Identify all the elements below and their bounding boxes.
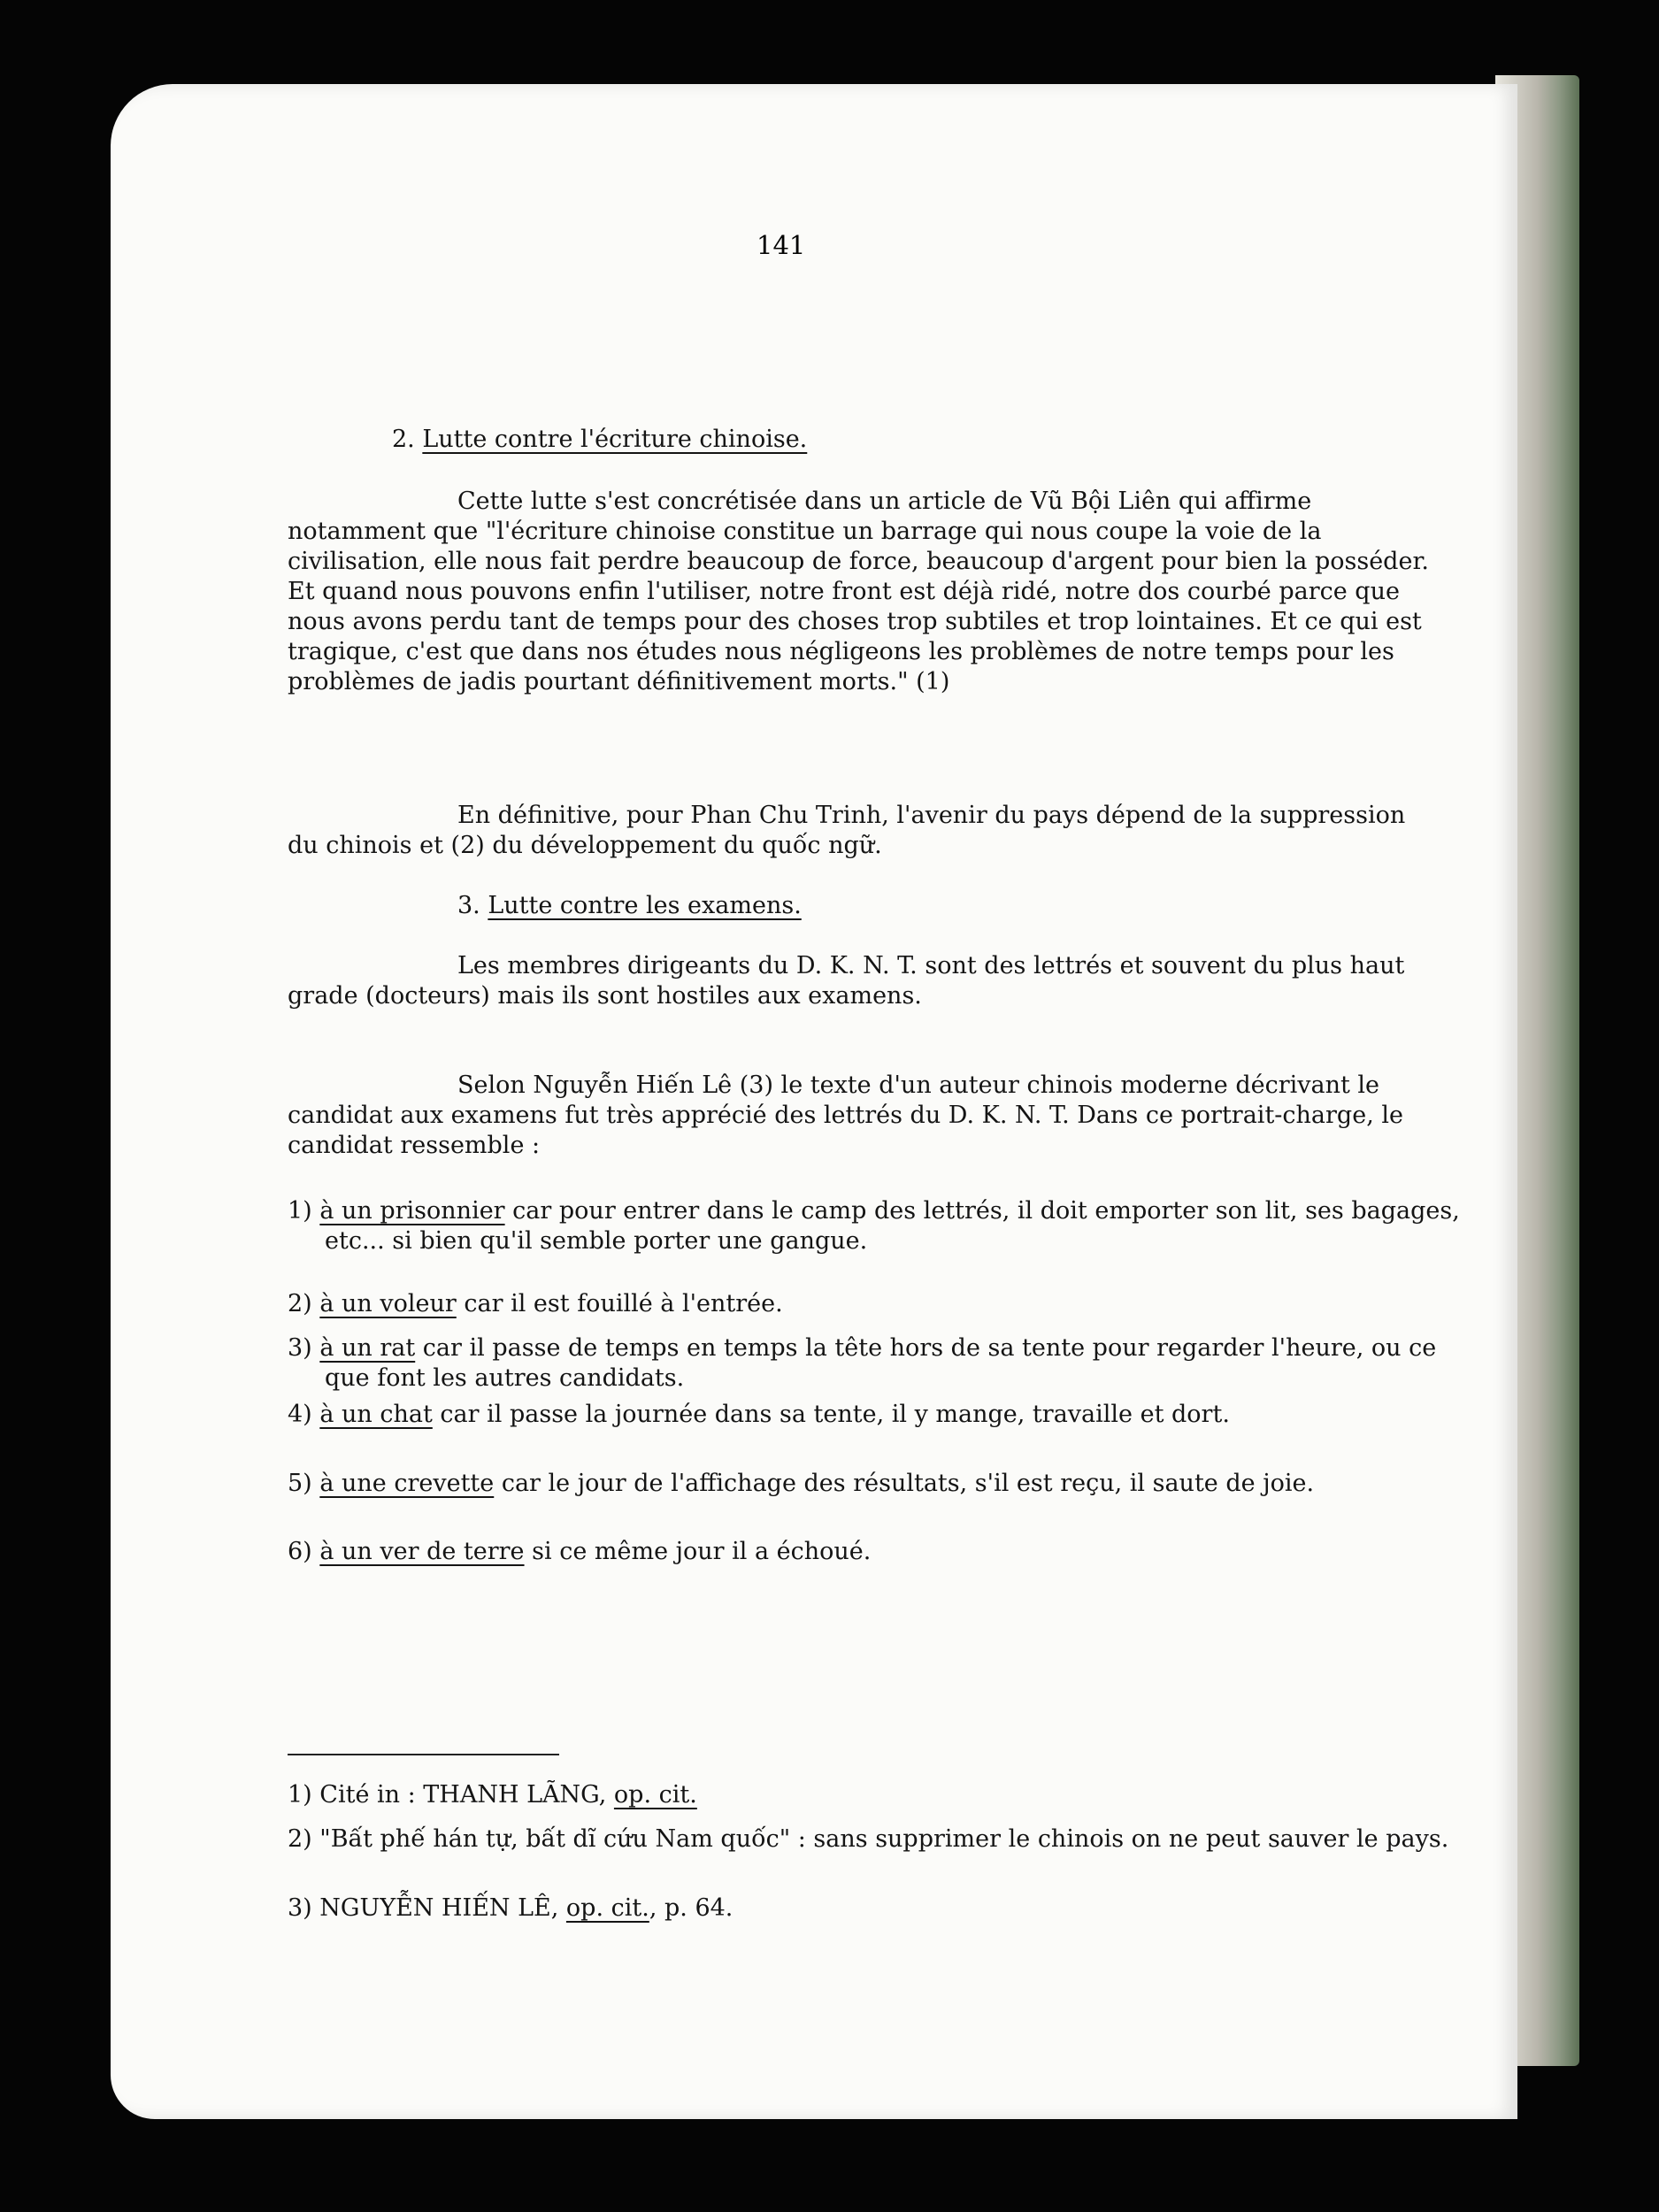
list-item	[288, 1333, 1466, 1394]
footnote-reference: op. cit.	[565, 1894, 649, 1922]
list-item-number: 5)	[288, 1470, 312, 1497]
section-3-heading	[457, 891, 1429, 921]
footnote-number: 2)	[288, 1825, 320, 1853]
section-2-title: Lutte contre l'écriture chinoise.	[422, 426, 808, 453]
list-item	[288, 1400, 1466, 1430]
list-item-text: car il passe de temps en temps la tête hors de sa tente pour regarder l'heure, ou ce que font les autres candidats.	[325, 1334, 1437, 1392]
footnote-text-end: , p. 64.	[649, 1894, 733, 1922]
list-item-text: car pour entrer dans le camp des lettrés, il doit emporter son lit, ses bagages, etc... si bien qu'il semble porter une gangue.	[325, 1197, 1460, 1255]
list-item-text: car il passe la journée dans sa tente, il y mange, travaille et dort.	[432, 1401, 1230, 1428]
book-page	[111, 84, 1517, 2119]
footnote-number: 3)	[288, 1894, 320, 1922]
footnote-1	[288, 1780, 1466, 1810]
footnote-number: 1)	[288, 1781, 320, 1809]
list-item-term: à un ver de terre	[319, 1538, 525, 1565]
footnote-divider	[288, 1754, 559, 1755]
list-item-number: 2)	[288, 1290, 312, 1317]
footnote-reference: op. cit.	[613, 1781, 697, 1809]
section-3-paragraph: Les membres dirigeants du D. K. N. T. sont des lettrés et souvent du plus haut grade (docteurs) mais ils sont hostiles aux examens.	[288, 952, 1405, 1010]
list-item-term: à un rat	[319, 1334, 416, 1362]
section-3-number: 3.	[457, 892, 488, 919]
section-2-paragraph: Cette lutte s'est concrétisée dans un article de Vũ Bội Liên qui affirme notamment que "l'écriture chinoise constitue un barrage qui nous coupe la voie de la civilisation, elle nous fait perdre beaucoup de force, beaucoup d'argent pour bien la posséder. Et quand nous pouvons enfin l'utiliser, notre front est déjà ridé, notre dos courbé parce que nous avons perdu tant de temps pour des choses trop subtiles et trop lointaines. Et ce qui est tragique, c'est que dans nos études nous négligeons les problèmes de notre temps pour les problèmes de jadis pourtant définitivement morts." (1)	[288, 488, 1429, 695]
list-item	[288, 1469, 1466, 1499]
footnote-3	[288, 1893, 1466, 1924]
list-item-number: 4)	[288, 1401, 312, 1428]
list-item-term: à un voleur	[319, 1290, 457, 1317]
section-2-conclusion: En définitive, pour Phan Chu Trinh, l'avenir du pays dépend de la suppression du chinois et (2) du développement du quốc ngữ.	[288, 802, 1406, 859]
list-item-term: à une crevette	[319, 1470, 495, 1497]
list-item	[288, 1289, 1466, 1319]
list-item-term: à un chat	[319, 1401, 433, 1428]
footnote-text: Cité in : THANH LÃNG,	[319, 1781, 614, 1809]
list-item	[288, 1537, 1466, 1567]
list-item-number: 1)	[288, 1197, 312, 1225]
footnote-text: NGUYỄN HIẾN LÊ,	[319, 1894, 566, 1922]
section-2-number: 2.	[392, 426, 423, 453]
list-item-number: 3)	[288, 1334, 312, 1362]
list-item-text: car il est fouillé à l'entrée.	[456, 1290, 783, 1317]
list-item	[288, 1196, 1466, 1256]
section-3-title: Lutte contre les examens.	[488, 892, 802, 919]
footnote-2	[288, 1824, 1466, 1855]
list-item-text: car le jour de l'affichage des résultats, s'il est reçu, il saute de joie.	[494, 1470, 1315, 1497]
section-3-paragraph-2: Selon Nguyễn Hiến Lê (3) le texte d'un auteur chinois moderne décrivant le candidat aux examens fut très apprécié des lettrés du D. K. N. T. Dans ce portrait-charge, le candidat ressemble :	[288, 1071, 1403, 1159]
page-number: 141	[757, 230, 806, 260]
footnote-text: "Bất phế hán tự, bất dĩ cứu Nam quốc" : sans supprimer le chinois on ne peut sauver le pays.	[319, 1825, 1449, 1853]
list-item-term: à un prisonnier	[319, 1197, 505, 1225]
list-item-text: si ce même jour il a échoué.	[524, 1538, 872, 1565]
list-item-number: 6)	[288, 1538, 312, 1565]
section-2-heading	[392, 425, 1429, 455]
